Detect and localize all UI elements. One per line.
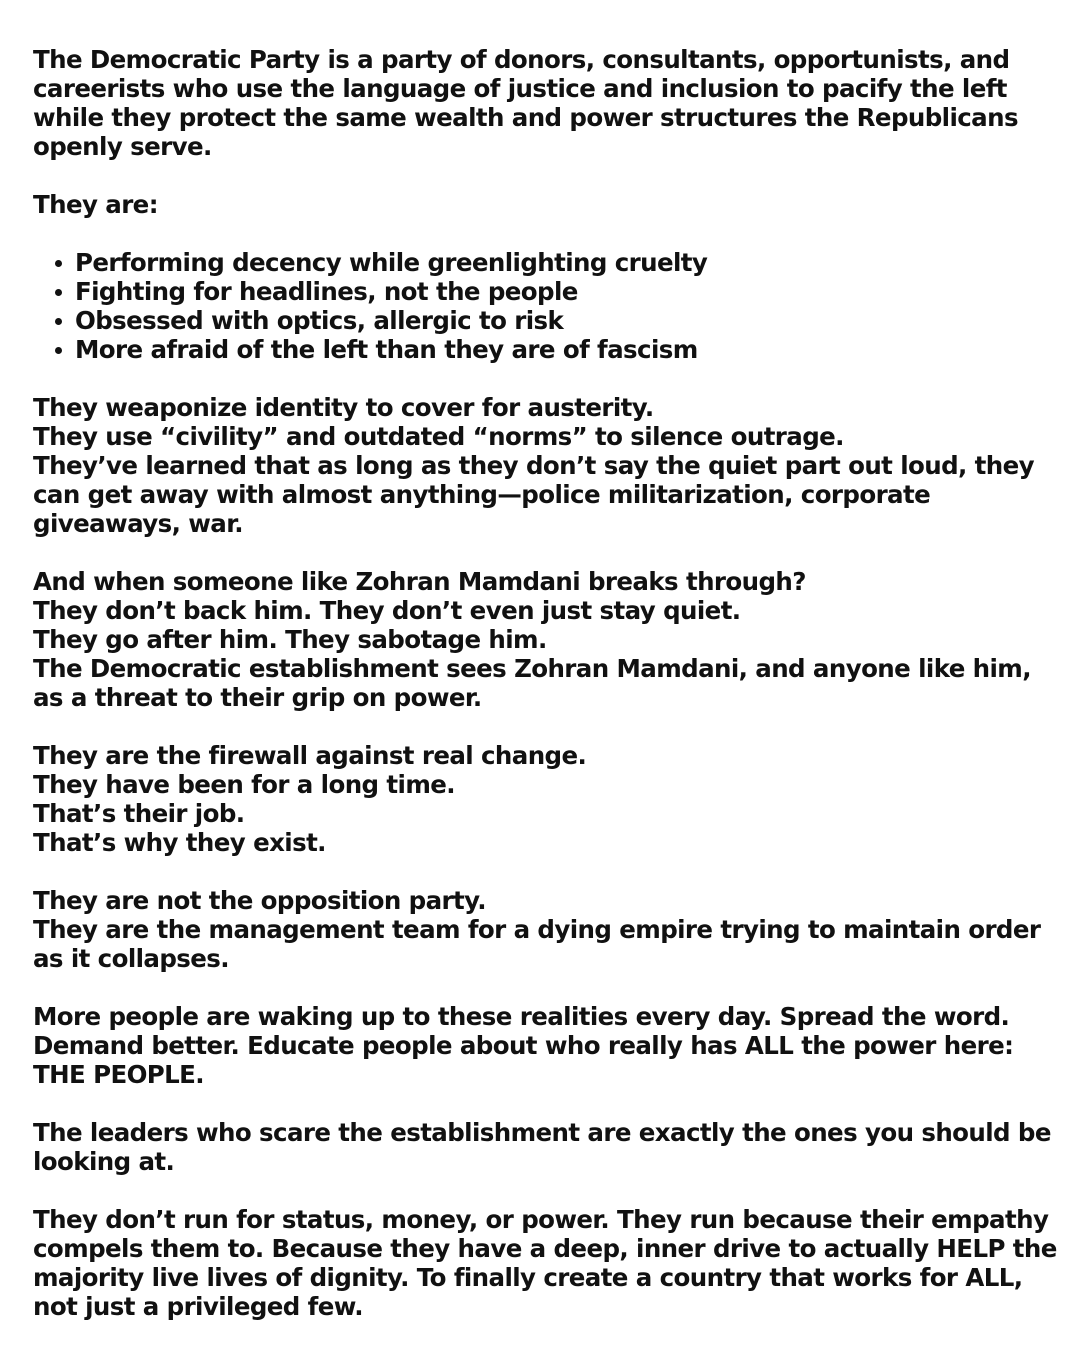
bullet-item: More afraid of the left than they are of fascism <box>53 335 1050 364</box>
paragraph-mamdani <box>33 567 1050 712</box>
bullet-list <box>33 248 1050 364</box>
text-line: openly serve. <box>33 132 212 161</box>
text-line: They weaponize identity to cover for austerity. <box>33 393 654 422</box>
text-line: The Democratic Party is a party of donors, consultants, opportunists, and <box>33 45 1010 74</box>
paragraph-they-are <box>33 190 1050 219</box>
text-line: They are: <box>33 190 158 219</box>
text-line: More people are waking up to these realities every day. Spread the word. <box>33 1002 1010 1031</box>
text-line: That’s their job. <box>33 799 245 828</box>
paragraph-weaponize-identity <box>33 393 1050 538</box>
text-line: They are not the opposition party. <box>33 886 486 915</box>
bullet-item: Performing decency while greenlighting cruelty <box>53 248 1050 277</box>
text-line: They are the management team for a dying empire trying to maintain order <box>33 915 1041 944</box>
text-line: They are the firewall against real change. <box>33 741 587 770</box>
text-line: They’ve learned that as long as they don’t say the quiet part out loud, they <box>33 451 1034 480</box>
text-line: They don’t run for status, money, or power. They run because their empathy <box>33 1205 1049 1234</box>
text-line: giveaways, war. <box>33 509 243 538</box>
text-line: majority live lives of dignity. To finally create a country that works for ALL, <box>33 1263 1023 1292</box>
text-line: compels them to. Because they have a deep, inner drive to actually HELP the <box>33 1234 1057 1263</box>
text-line: They have been for a long time. <box>33 770 455 799</box>
text-line: careerists who use the language of justice and inclusion to pacify the left <box>33 74 1007 103</box>
text-line: They don’t back him. They don’t even just stay quiet. <box>33 596 741 625</box>
text-line: That’s why they exist. <box>33 828 326 857</box>
paragraph-empathy <box>33 1205 1057 1321</box>
bullet-item: Obsessed with optics, allergic to risk <box>53 306 1050 335</box>
text-line: as it collapses. <box>33 944 229 973</box>
paragraph-leaders <box>33 1118 1050 1176</box>
text-line: as a threat to their grip on power. <box>33 683 482 712</box>
text-line: THE PEOPLE. <box>33 1060 205 1089</box>
text-line: looking at. <box>33 1147 175 1176</box>
paragraph-firewall <box>33 741 1050 857</box>
bullet-item: Fighting for headlines, not the people <box>53 277 1050 306</box>
text-line: not just a privileged few. <box>33 1292 363 1321</box>
text-line: can get away with almost anything—police militarization, corporate <box>33 480 931 509</box>
text-line: The leaders who scare the establishment are exactly the ones you should be <box>33 1118 1051 1147</box>
paragraph-waking-up <box>33 1002 1050 1089</box>
text-line: Demand better. Educate people about who really has ALL the power here: <box>33 1031 1014 1060</box>
text-line: They use “civility” and outdated “norms” to silence outrage. <box>33 422 844 451</box>
text-line: And when someone like Zohran Mamdani breaks through? <box>33 567 806 596</box>
paragraph-opposition <box>33 886 1050 973</box>
text-line: They go after him. They sabotage him. <box>33 625 547 654</box>
paragraph-party-description <box>33 45 1050 161</box>
text-line: while they protect the same wealth and power structures the Republicans <box>33 103 1018 132</box>
text-line: The Democratic establishment sees Zohran Mamdani, and anyone like him, <box>33 654 1031 683</box>
